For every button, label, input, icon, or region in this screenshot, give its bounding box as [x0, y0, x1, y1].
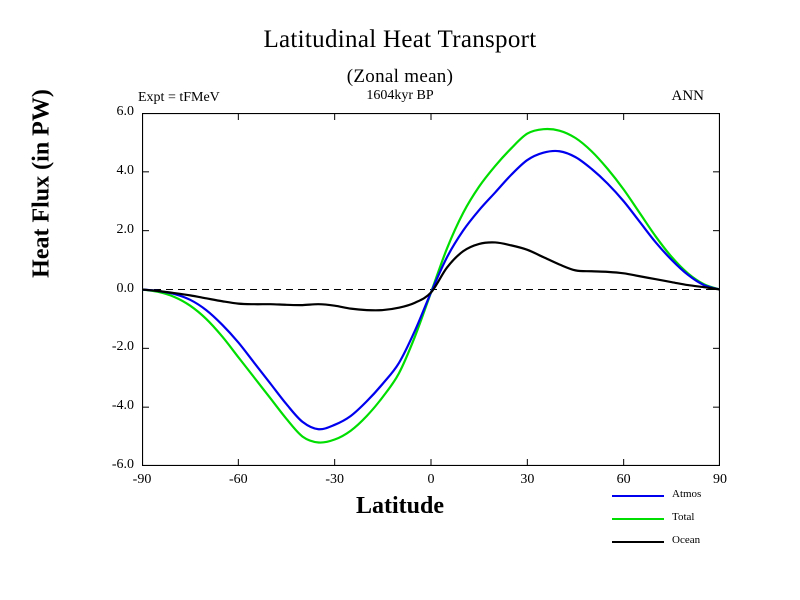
- legend-label: Ocean: [672, 534, 701, 546]
- chart-subtitle: (Zonal mean): [346, 66, 454, 87]
- y-axis-label: Heat Flux (in PW): [28, 89, 55, 278]
- y-tick-label: 4.0: [116, 162, 134, 178]
- plot-area: [142, 113, 720, 466]
- series-line-total: [142, 129, 720, 443]
- legend-item: [612, 509, 782, 532]
- x-tick-label: 60: [616, 472, 631, 487]
- x-tick-label: -90: [132, 472, 152, 487]
- x-tick-label: -30: [325, 472, 344, 487]
- legend-label: Atmos: [672, 488, 702, 500]
- plot-svg: [142, 113, 720, 466]
- x-tick-label: -60: [228, 472, 248, 487]
- experiment-label: Expt = tFMeV: [138, 90, 220, 105]
- legend: [612, 486, 782, 555]
- y-tick-label: -6.0: [111, 457, 134, 472]
- period-label: 1604kyr BP: [366, 88, 434, 103]
- legend-item: [612, 486, 782, 509]
- legend-label: Total: [672, 511, 695, 523]
- legend-swatch: [612, 518, 664, 520]
- x-tick-label: 0: [427, 472, 435, 487]
- y-tick-label: 2.0: [116, 221, 134, 237]
- legend-swatch: [612, 541, 664, 543]
- season-label: ANN: [671, 88, 704, 104]
- y-tick-label: -2.0: [111, 339, 134, 355]
- y-tick-label: -4.0: [111, 398, 134, 414]
- y-tick-label: 6.0: [116, 104, 134, 119]
- y-tick-label: 0.0: [116, 280, 134, 296]
- x-axis-label: Latitude: [355, 493, 444, 519]
- legend-swatch: [612, 495, 664, 497]
- series-line-ocean: [142, 242, 720, 310]
- series-line-atmos: [142, 151, 720, 429]
- legend-item: [612, 532, 782, 555]
- x-tick-label: 30: [520, 472, 535, 487]
- x-tick-label: 90: [713, 472, 727, 487]
- chart-title: Latitudinal Heat Transport: [263, 26, 537, 53]
